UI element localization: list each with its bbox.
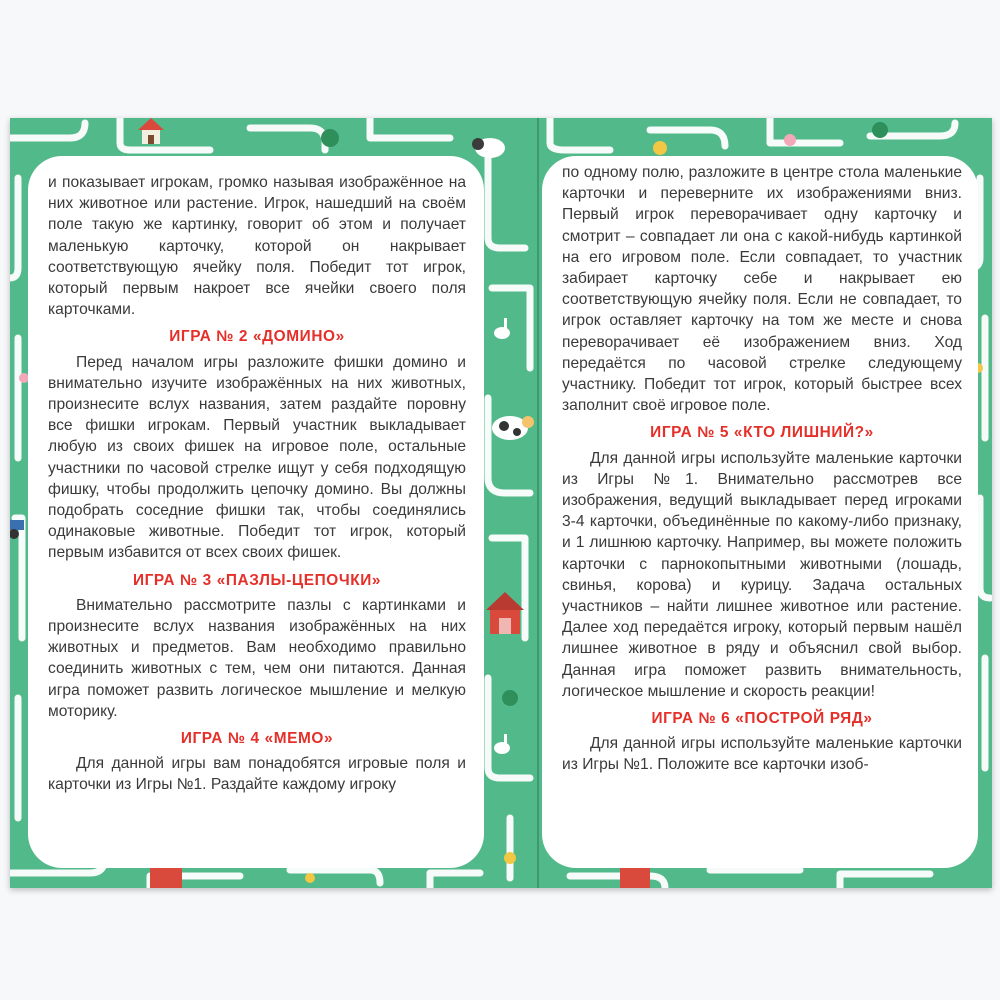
game3-heading: ИГРА № 3 «ПАЗЛЫ-ЦЕПОЧКИ» [132, 571, 382, 589]
booklet-spread [10, 118, 992, 888]
sheep-icon [472, 138, 505, 158]
game6-heading: ИГРА № 6 «ПОСТРОЙ РЯД» [651, 710, 873, 728]
game1-continuation: и показывает игрокам, громко называя изображённое на них животное или растение. Игрок, нашедший на своём поле такую же картинку, говорит об этом и получает маленькую карточку, которой он накрывает соответствующую ячейку поля. Победит тот игрок, который первым накроет все ячейки своего поля карточками. [48, 174, 466, 319]
right-page-panel [542, 156, 978, 868]
game3-rules: Внимательно рассмотрите пазлы с картинками и произнесите вслух названия изображённых на них животных и предметов. Вам необходимо правильно соединить животных с тем, чем они питаются. Данная игра поможет развить логическое мышление и мелкую моторику. [48, 596, 466, 720]
game5-rules: Для данной игры используйте маленькие карточки из Игры №1. Внимательно рассмотрев все изображения, ведущий выкладывает перед игроками 3-4 карточки, объединённые по какому-либо признаку, и 1 лишнюю карточку. Например, вы можете положить карточки с парнокопытными животными (лошадь, свинья, корова) и курицу. Задача остальных участников – найти лишнее животное или растение. Далее ход передаётся игроку, который первым нашёл лишнее животное в ряду и объяснил свой выбор. Данная игра поможет развить внимательность, логическое мышление и скорость реакции! [562, 449, 962, 700]
game5-heading: ИГРА № 5 «КТО ЛИШНИЙ?» [650, 424, 874, 442]
game2-heading: ИГРА № 2 «ДОМИНО» [169, 328, 345, 346]
game4-heading: ИГРА № 4 «МЕМО» [180, 730, 334, 748]
cow-icon [492, 416, 534, 440]
game4-continuation: по одному полю, разложите в центре стола маленькие карточки и переверните их изображениями вниз. Первый игрок переворачивает одну карточку и смотрит – совпадает ли она с какой-нибудь картинкой на его игровом поле. Если совпадает, то участник забирает карточку себе и накрывает ею соответствующую ячейку поля. Если не совпадает, то игрок оставляет карточку на том же месте и снова переворачивает её изображением вниз. Ход передаётся по часовой стрелке следующему участнику. Победит тот игрок, который быстрее всех заполнит своё игровое поле. [562, 164, 962, 415]
game2-rules: Перед началом игры разложите фишки домино и внимательно изучите изображённых на них животных, произнесите вслух названия, затем раздайте поровну все фишки игрокам. Первый участник выкладывает любую из своих фишек на игровое поле, остальные участники по часовой стрелке ищут у себя подходящую фишку, чтобы продолжить цепочку домино. Вы должны подобрать соседние фишки так, чтобы соединялись одинаковые животные. Победит тот игрок, который первым избавится от всех своих фишек. [48, 353, 466, 562]
game4-rules: Для данной игры вам понадобятся игровые поля и карточки из Игры №1. Раздайте каждому игроку [48, 755, 466, 794]
left-page-panel [28, 156, 484, 868]
booklet-spine [537, 118, 539, 888]
game6-rules: Для данной игры используйте маленькие карточки из Игры №1. Положите все карточки изоб- [562, 735, 962, 774]
barn-icon [486, 592, 524, 634]
house-icon [138, 118, 164, 144]
